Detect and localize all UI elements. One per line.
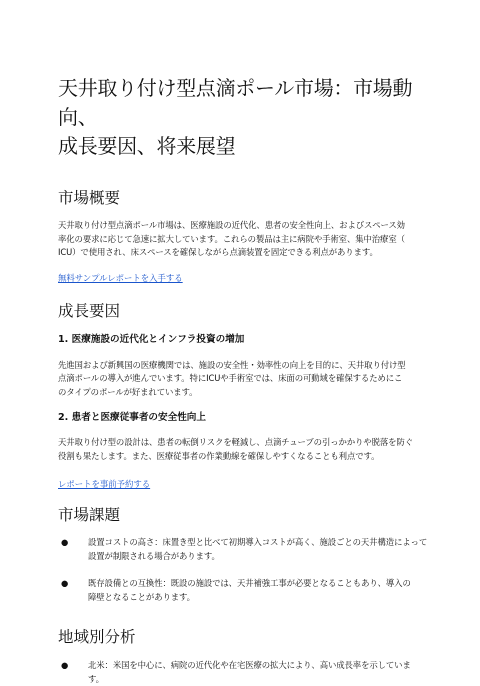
factor2-line-1: 天井取り付け型の設計は、患者の転倒リスクを軽減し、点滴チューブの引っかかりや脱落を防ぐ [58,437,413,447]
preorder-report-link[interactable]: レポートを事前予約する [58,479,151,489]
growth-factor-2-paragraph [58,436,430,463]
factor1-line-1: 先進国および新興国の医療機関では、施設の安全性・効率性の向上を目的に、天井取り付け型 [58,359,406,370]
document-page [58,74,430,686]
factor2-line-2: 役割も果たします。また、医療従事者の作業動線を確保しやすくなることも利点です。 [58,450,380,461]
list-item [58,535,430,563]
title-line-1: 天井取り付け型点滴ポール市場：市場動向、 [58,76,413,129]
bullet-icon: ● [61,660,69,670]
challenges-list [58,535,430,604]
overview-line-3: ICU）で使用され、床スペースを確保しながら点滴装置を固定できる利点があります。 [58,247,378,257]
regional-heading: 地域別分析 [58,628,136,646]
bullet-icon: ● [61,537,69,547]
challenge-2-line-1: 既存設備との互換性：既設の施設では、天井補強工事が必要となることもあり、導入の [88,578,411,588]
title-line-2: 成長要因、将来展望 [58,134,236,158]
regional-list [58,658,430,686]
free-sample-link[interactable]: 無料サンプルレポートを入手する [58,272,183,283]
overview-heading: 市場概要 [58,189,121,207]
challenge-2-line-2: 障壁となることがあります。 [88,592,195,602]
challenges-heading: 市場課題 [58,506,121,524]
document-title [58,74,430,161]
growth-factor-1-heading: 1. 医療施設の近代化とインフラ投資の増加 [58,333,245,345]
overview-line-2: 率化の要求に応じて急速に拡大しています。これらの製品は主に病院や手術室、集中治療室（ [58,233,405,244]
bullet-icon: ● [61,578,69,588]
growth-factor-1-paragraph [58,359,430,400]
growth-factor-2-heading: 2. 患者と医療従事者の安全性向上 [58,412,206,423]
growth-heading: 成長要因 [58,301,121,320]
region-1-line-2: す。 [88,674,104,684]
overview-line-1: 天井取り付け型点滴ポール市場は、医療施設の近代化、患者の安全性向上、およびスペース効 [58,220,405,230]
list-item [58,576,430,604]
region-1-line-1: 北米：米国を中心に、病院の近代化や在宅医療の拡大により、高い成長率を示していま [88,660,411,670]
factor1-line-3: のタイプのポールが好まれています。 [58,386,198,397]
overview-paragraph [58,219,430,260]
factor1-line-2: 点滴ポールの導入が進んでいます。特にICUや手術室では、床面の可動域を確保するためにこ [58,373,403,383]
challenge-1-line-1: 設置コストの高さ：床置き型と比べて初期導入コストが高く、施設ごとの天井構造によって [88,537,428,547]
challenge-1-line-2: 設置が制限される場合があります。 [88,551,220,561]
list-item [58,658,430,686]
